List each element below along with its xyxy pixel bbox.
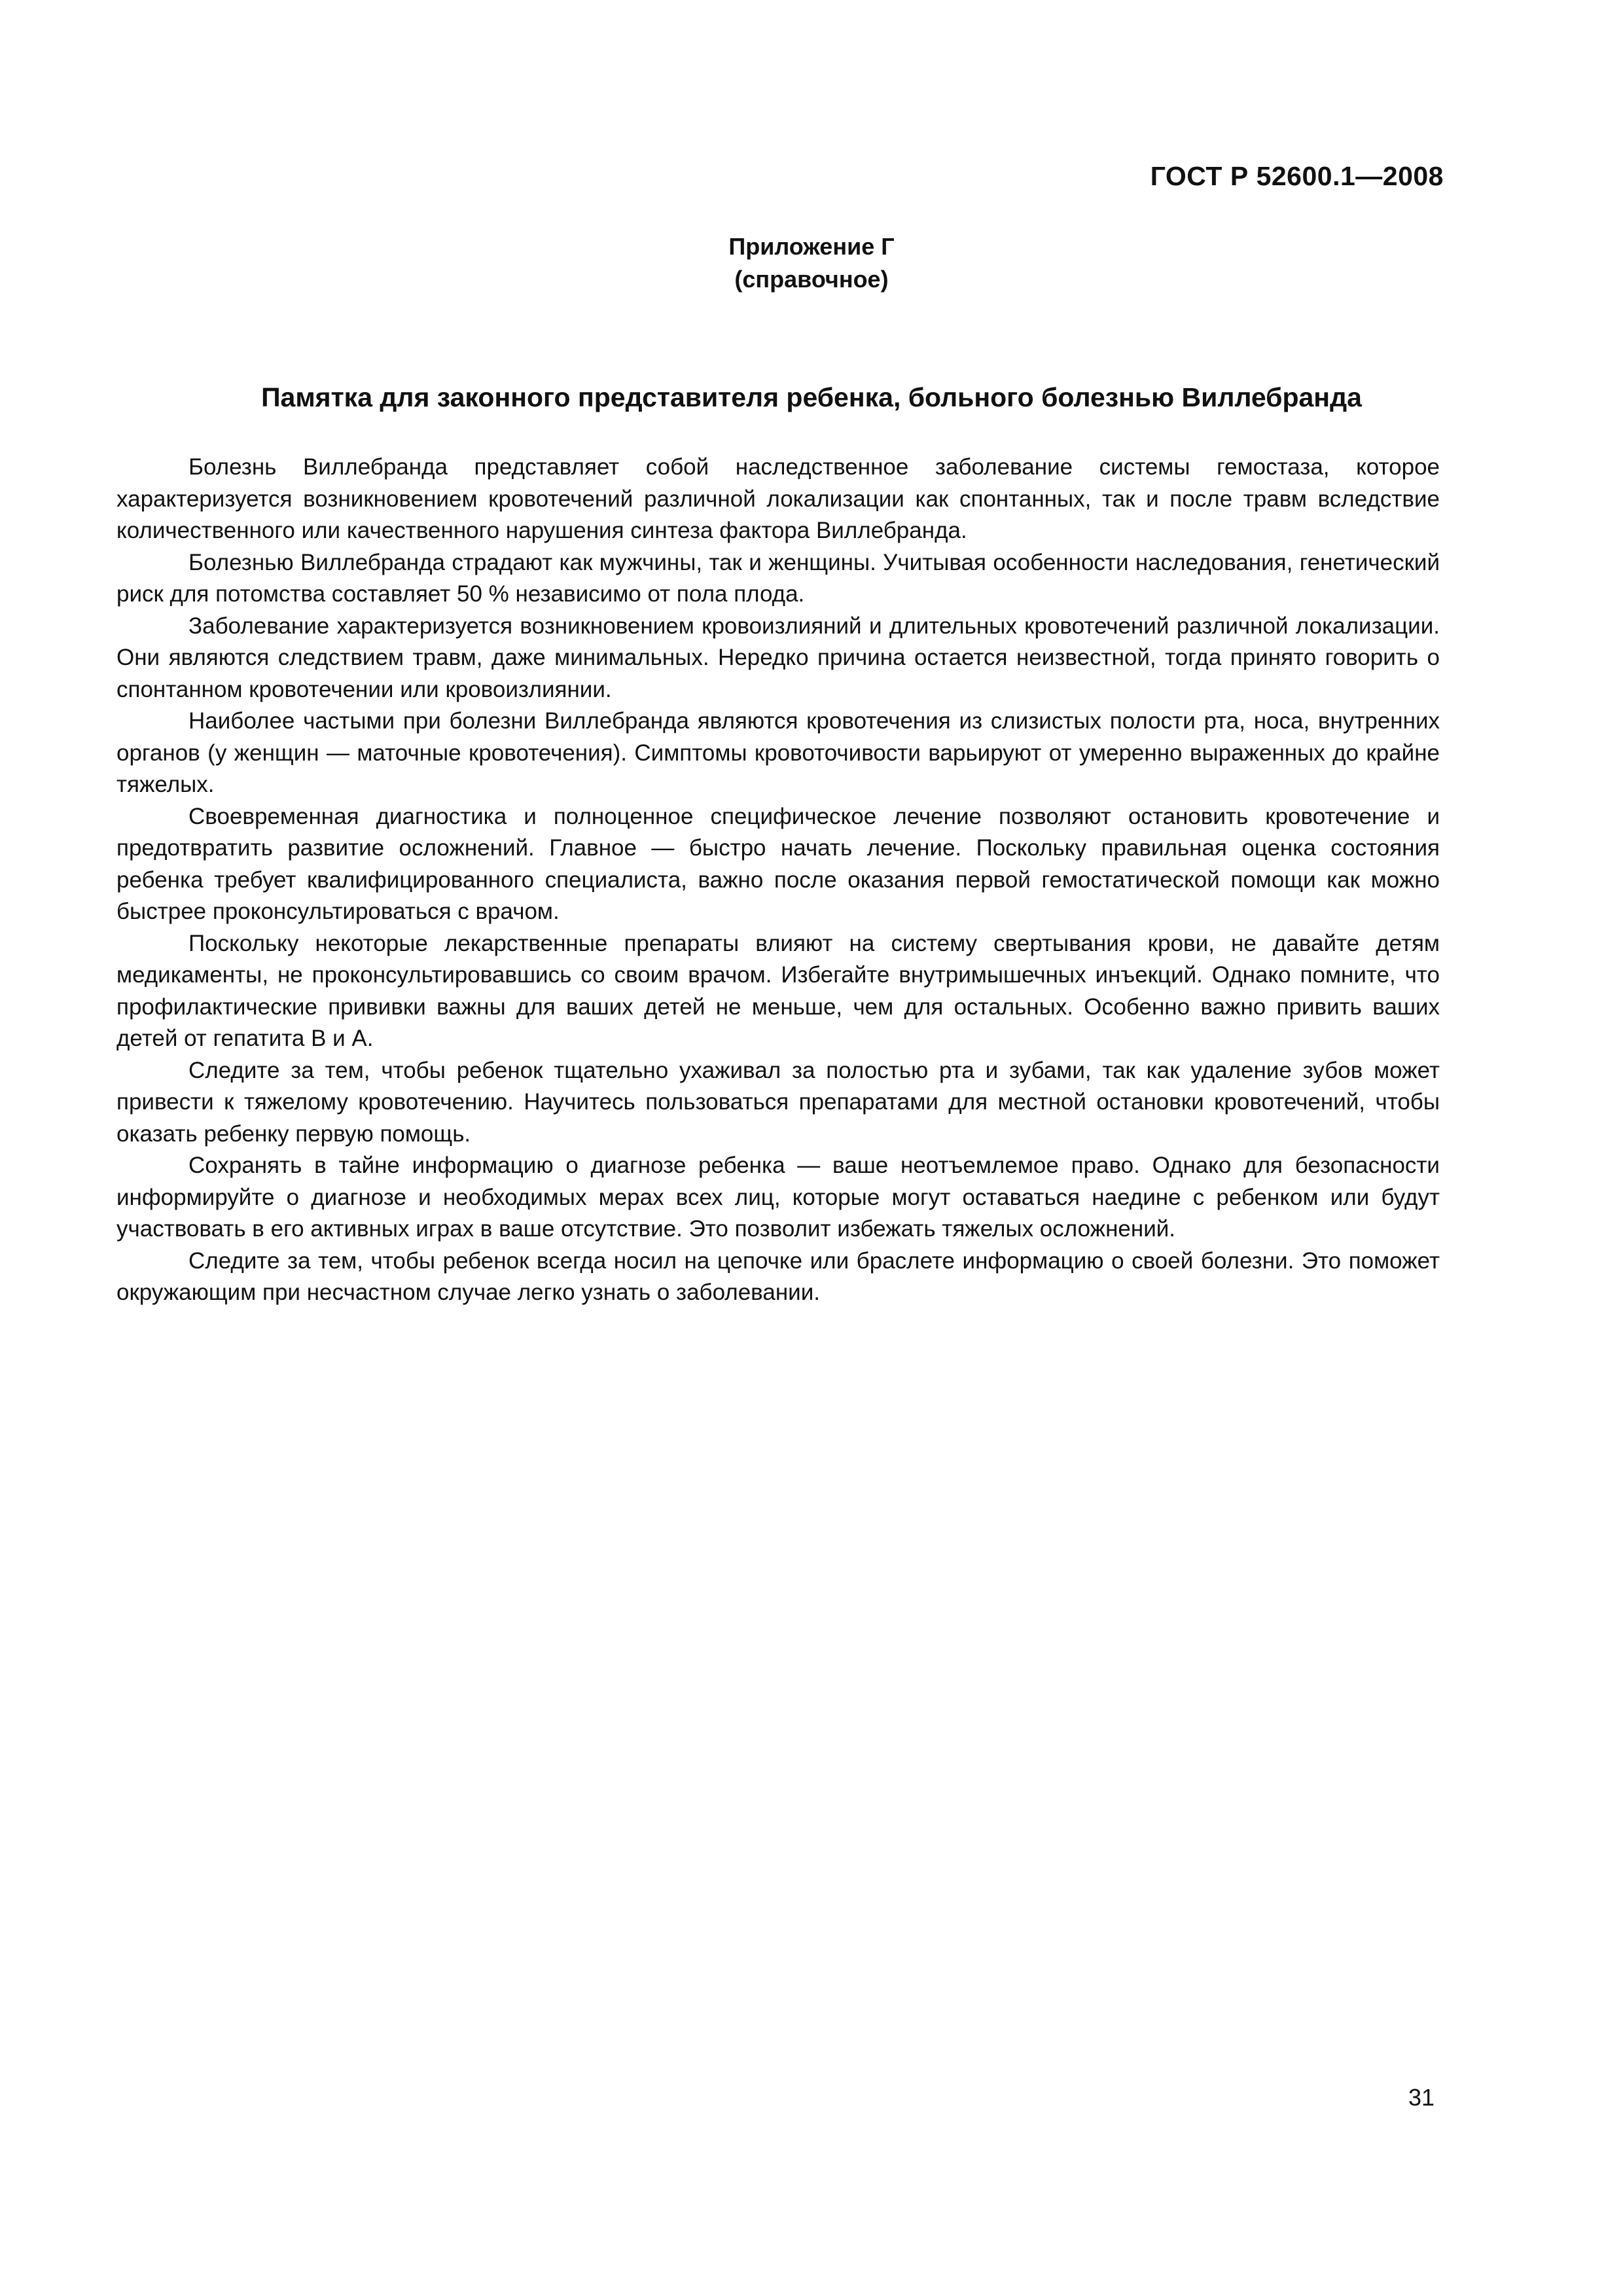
- paragraph: Своевременная диагностика и полноценное специфическое лечение позволяют остановить кровотечение и предотвратить развитие осложнений. Главное — быстро начать лечение. Поскольку правильная оценка состояния ребенка требует квалифицированного специалиста, важно после оказания первой гемостатической помощи как можно быстрее проконсультироваться с врачом.: [116, 803, 1440, 924]
- paragraph: Наиболее частыми при болезни Виллебранда являются кровотечения из слизистых полости рта, носа, внутренних органов (у женщин — маточные кровотечения). Симптомы кровоточивости варьируют от умеренно выраженных до крайне тяжелых.: [116, 708, 1440, 797]
- appendix-kind: (справочное): [734, 266, 889, 293]
- document-title: Памятка для законного представителя ребенка, больного болезнью Виллебранда: [261, 382, 1362, 412]
- paragraph: Болезнь Виллебранда представляет собой наследственное заболевание системы гемостаза, которое характеризуется возникновением кровотечений различной локализации как спонтанных, так и после травм вследствие количественного или качественного нарушения синтеза фактора Виллебранда.: [116, 454, 1440, 543]
- appendix-heading: [0, 230, 1623, 296]
- paragraph: Поскольку некоторые лекарственные препараты влияют на систему свертывания крови, не давайте детям медикаменты, не проконсультировавшись со своим врачом. Избегайте внутримышечных инъекций. Однако помните, что профилактические прививки важны для ваших детей не меньше, чем для остальных. Особенно важно привить ваших детей от гепатита В и А.: [116, 930, 1440, 1051]
- paragraph: Сохранять в тайне информацию о диагнозе ребенка — ваше неотъемлемое право. Однако для безопасности информируйте о диагнозе и необходимых мерах всех лиц, которые могут оставаться наедине с ребенком или будут участвовать в его активных играх в ваше отсутствие. Это позволит избежать тяжелых осложнений.: [116, 1153, 1440, 1242]
- paragraph: Следите за тем, чтобы ребенок тщательно ухаживал за полостью рта и зубами, так как удаление зубов может привести к тяжелому кровотечению. Научитесь пользоваться препаратами для местной остановки кровотечений, чтобы оказать ребенку первую помощь.: [116, 1057, 1440, 1147]
- document-body: [116, 452, 1440, 1309]
- standard-code: ГОСТ Р 52600.1—2008: [1150, 161, 1444, 191]
- paragraph: Болезнью Виллебранда страдают как мужчины, так и женщины. Учитывая особенности наследования, генетический риск для потомства составляет 50 % независимо от пола плода.: [116, 549, 1440, 607]
- paragraph: Заболевание характеризуется возникновением кровоизлияний и длительных кровотечений различной локализации. Они являются следствием травм, даже минимальных. Нередко причина остается неизвестной, тогда принято говорить о спонтанном кровотечении или кровоизлиянии.: [116, 613, 1440, 702]
- appendix-label: Приложение Г: [728, 233, 895, 260]
- paragraph: Следите за тем, чтобы ребенок всегда носил на цепочке или браслете информацию о своей болезни. Это поможет окружающим при несчастном случае легко узнать о заболевании.: [116, 1247, 1440, 1305]
- page-number: 31: [1408, 2084, 1435, 2111]
